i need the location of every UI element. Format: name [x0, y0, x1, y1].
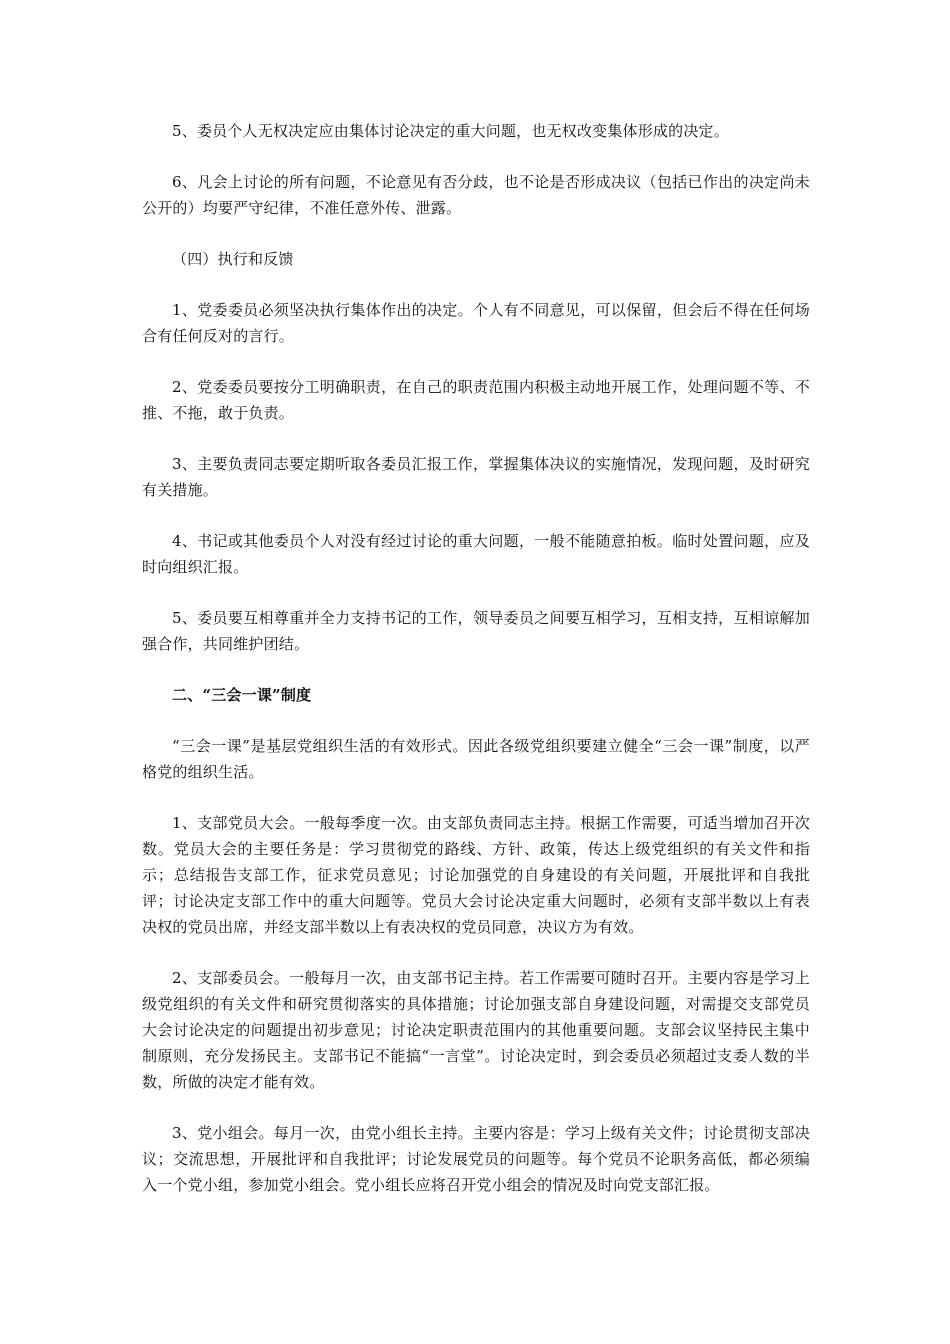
paragraph-branch-committee-meeting: 2、支部委员会。一般每月一次，由支部书记主持。若工作需要可随时召开。主要内容是学习上级党组织的有关文件和研究贯彻落实的具体措施；讨论加强支部自身建设问题，对需提交支部党员大会讨论决定的问题提出初步意见；讨论决定职责范围内的其他重要问题。支部会议坚持民主集中制原则，充分发扬民主。支部书记不能搞“一言堂”。讨论决定时，到会委员必须超过支委人数的半数，所做的决定才能有效。: [142, 969, 810, 1091]
section-heading-three-meetings-one-lesson: 二、“三会一课”制度: [172, 686, 312, 704]
paragraph-execution-1: 1、党委委员必须坚决执行集体作出的决定。个人有不同意见，可以保留，但会后不得在任何场合有任何反对的言行。: [142, 301, 810, 345]
paragraph-execution-2: 2、党委委员要按分工明确职责，在自己的职责范围内积极主动地开展工作，处理问题不等、不推、不拖，敢于负责。: [142, 378, 810, 422]
paragraph-three-meetings-intro: “三会一课”是基层党组织生活的有效形式。因此各级党组织要建立健全“三会一课”制度，以严格党的组织生活。: [142, 737, 810, 781]
section-heading-execution-feedback: （四）执行和反馈: [172, 250, 294, 268]
paragraph-execution-5: 5、委员要互相尊重并全力支持书记的工作，领导委员之间要互相学习，互相支持，互相谅解加强合作，共同维护团结。: [142, 609, 810, 653]
paragraph-party-group-meeting: 3、党小组会。每月一次，由党小组长主持。主要内容是：学习上级有关文件；讨论贯彻支部决议；交流思想，开展批评和自我批评；讨论发展党员的问题等。每个党员不论职务高低，都必须编入一个党小组，参加党小组会。党小组长应将召开党小组会的情况及时向党支部汇报。: [142, 1124, 810, 1194]
paragraph-execution-3: 3、主要负责同志要定期听取各委员汇报工作，掌握集体决议的实施情况，发现问题，及时研究有关措施。: [142, 455, 810, 499]
paragraph-item-6-confidentiality: 6、凡会上讨论的所有问题，不论意见有否分歧，也不论是否形成决议（包括已作出的决定尚未公开的）均要严守纪律，不准任意外传、泄露。: [142, 173, 810, 217]
paragraph-execution-4: 4、书记或其他委员个人对没有经过讨论的重大问题，一般不能随意拍板。临时处置问题，应及时向组织汇报。: [142, 532, 810, 576]
paragraph-item-5-no-individual-decision: 5、委员个人无权决定应由集体讨论决定的重大问题，也无权改变集体形成的决定。: [172, 122, 729, 140]
paragraph-branch-general-meeting: 1、支部党员大会。一般每季度一次。由支部负责同志主持。根据工作需要，可适当增加召开次数。党员大会的主要任务是：学习贯彻党的路线、方针、政策，传达上级党组织的有关文件和指示；总结报告支部工作，征求党员意见；讨论加强党的自身建设的有关问题，开展批评和自我批评；讨论决定支部工作中的重大问题等。党员大会讨论决定重大问题时，必须有支部半数以上有表决权的党员出席，并经支部半数以上有表决权的党员同意，决议方为有效。: [142, 814, 810, 936]
document-page: [142, 118, 810, 1223]
